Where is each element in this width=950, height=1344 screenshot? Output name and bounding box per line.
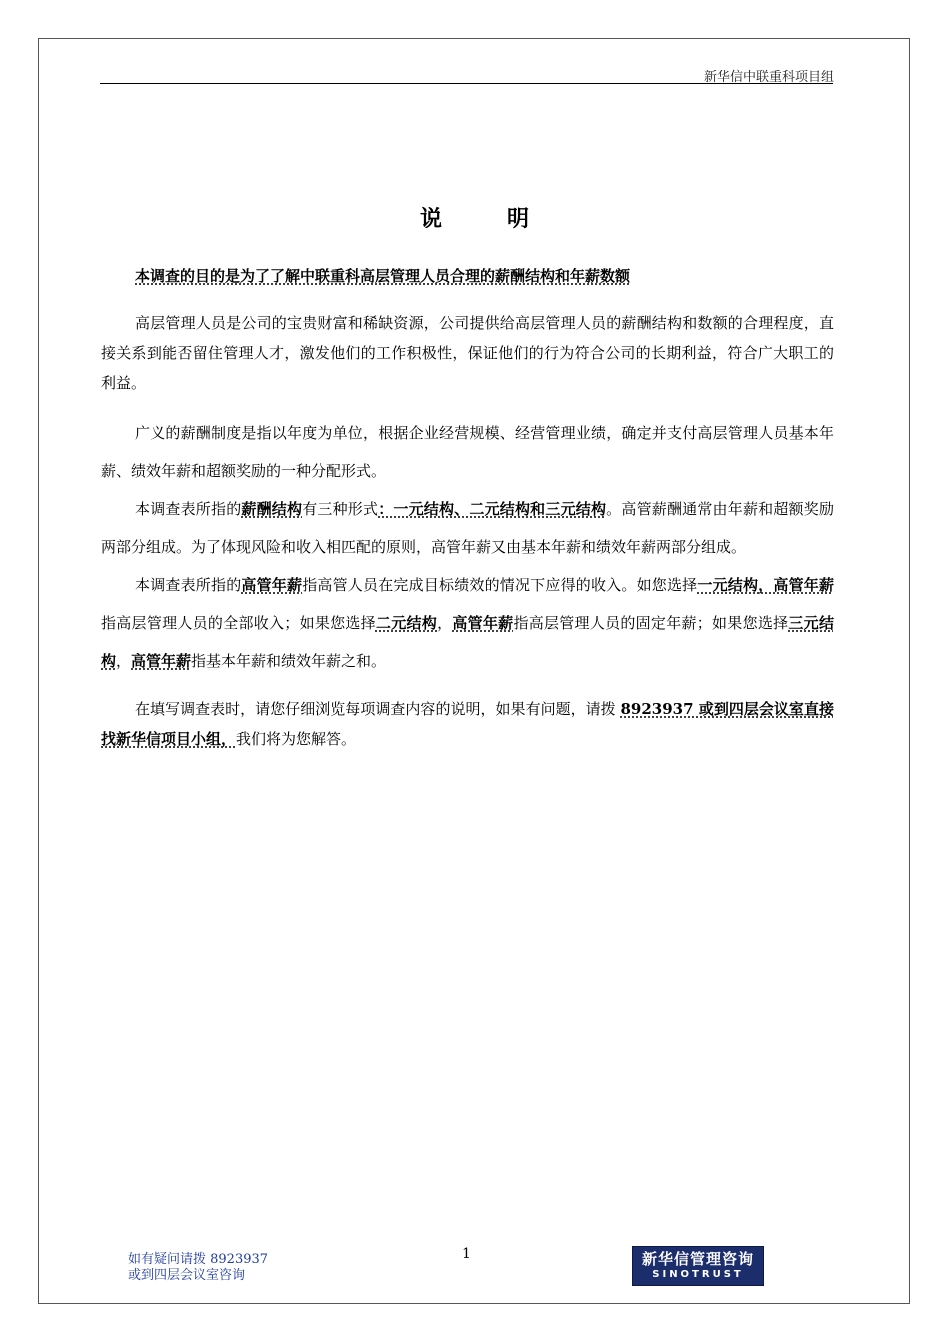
text-run: ， bbox=[116, 652, 132, 670]
document-body bbox=[101, 262, 834, 754]
paragraph-1: 高层管理人员是公司的宝贵财富和稀缺资源，公司提供给高层管理人员的薪酬结构和数额的合理程度，直接关系到能否留住管理人才，激发他们的工作积极性，保证他们的行为符合公司的长期利益，符合广大职工的利益。 bbox=[101, 314, 834, 392]
text-run: 指高层管理人员的固定年薪；如果您选择 bbox=[513, 614, 789, 632]
title-part-2: 明 bbox=[507, 206, 531, 232]
text-run: 有三种形式 bbox=[302, 500, 379, 518]
paragraph-5 bbox=[101, 694, 834, 754]
contact-info: 8923937 或到四层会议室直接找新华信项目小组， bbox=[101, 700, 834, 748]
term-exec-salary: 高管年薪 bbox=[452, 614, 514, 632]
page-number: 1 bbox=[462, 1246, 471, 1262]
sinotrust-logo bbox=[632, 1246, 764, 1286]
paragraph-4 bbox=[101, 566, 834, 680]
term-structure-types: ：一元结构、二元结构和三元结构 bbox=[378, 500, 607, 518]
text-run: 在填写调查表时，请您仔细浏览每项调查内容的说明，如果有问题，请拨 bbox=[135, 700, 621, 718]
text-run: 我们将为您解答。 bbox=[236, 730, 357, 748]
term-one-tier: 一元结构，高管年薪 bbox=[697, 576, 834, 594]
text-run: 指基本年薪和绩效年薪之和。 bbox=[191, 652, 387, 670]
term-salary-structure: 薪酬结构 bbox=[241, 500, 303, 518]
footer-contact-line-1: 如有疑问请拨 8923937 bbox=[128, 1252, 269, 1267]
term-three-tier: 三元结构 bbox=[101, 614, 834, 670]
text-run: 指高管人员在完成目标绩效的情况下应得的收入。如您选择 bbox=[302, 576, 698, 594]
term-exec-salary: 高管年薪 bbox=[241, 576, 303, 594]
page-title bbox=[0, 202, 950, 233]
text-run: 本调查表所指的 bbox=[135, 576, 242, 594]
term-two-tier: 二元结构 bbox=[375, 614, 438, 632]
header-org-text: 新华信中联重科项目组 bbox=[703, 70, 834, 85]
text-run: 本调查表所指的 bbox=[135, 500, 242, 518]
text-run: 指高层管理人员的全部收入；如果您选择 bbox=[101, 614, 376, 632]
text-run: 。高管薪酬通常由年薪和超额奖励两部分组成。为了体现风险和收入相匹配的原则，高管年薪又由基本年薪和绩效年薪两部分组成。 bbox=[101, 500, 834, 556]
logo-cn-text: 新华信管理咨询 bbox=[641, 1250, 754, 1268]
paragraph-2: 广义的薪酬制度是指以年度为单位，根据企业经营规模、经营管理业绩，确定并支付高层管理人员基本年薪、绩效年薪和超额奖励的一种分配形式。 bbox=[101, 424, 834, 480]
purpose-heading: 本调查的目的是为了了解中联重科高层管理人员合理的薪酬结构和年薪数额 bbox=[135, 267, 631, 285]
footer-contact bbox=[128, 1252, 268, 1284]
text-run: ， bbox=[437, 614, 453, 632]
footer-contact-line-2: 或到四层会议室咨询 bbox=[128, 1268, 246, 1283]
term-exec-salary: 高管年薪 bbox=[131, 652, 192, 670]
paragraph-3 bbox=[101, 490, 834, 566]
header-rule bbox=[100, 83, 833, 84]
title-part-1: 说 bbox=[419, 206, 443, 232]
logo-en-text: SINOTRUST bbox=[652, 1269, 744, 1280]
